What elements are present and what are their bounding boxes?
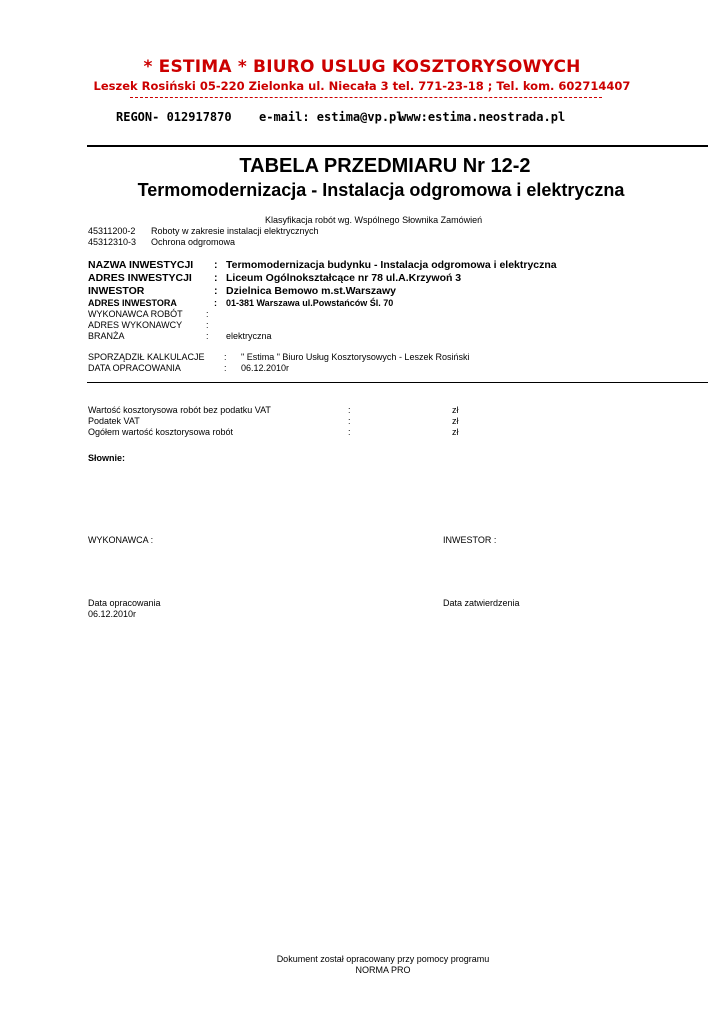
footer-line-2: NORMA PRO [355, 965, 411, 975]
inwestor-signature-label: INWESTOR : [443, 535, 497, 545]
separator: : [214, 272, 218, 284]
inwestor-label: INWESTOR [88, 285, 145, 297]
separator: : [224, 363, 227, 373]
branza-label: BRANŻA [88, 331, 125, 341]
separator: : [224, 352, 227, 362]
cost-separator: : [348, 427, 351, 437]
classification-label: Roboty w zakresie instalacji elektrycznych [151, 226, 319, 236]
wykonawca-robot-label: WYKONAWCA ROBÓT [88, 309, 183, 319]
separator: : [214, 285, 218, 297]
page-subtitle: Termomodernizacja - Instalacja odgromowa i elektryczna [137, 180, 625, 200]
letterhead-address: Leszek Rosiński 05-220 Zielonka ul. Niecała 3 tel. 771-23-18 ; Tel. kom. 602714407 [93, 79, 631, 93]
adres-inwestycji-value: Liceum Ogólnokształcące nr 78 ul.A.Krzywoń 3 [226, 272, 462, 284]
letterhead-dashed-divider [130, 97, 602, 98]
classification-heading: Klasyfikacja robót wg. Wspólnego Słownika Zamówień [265, 215, 483, 225]
data-opracowania-signature-label: Data opracowania [88, 598, 161, 608]
classification-code: 45311200-2 [88, 226, 136, 236]
cost-label: Podatek VAT [88, 416, 140, 426]
footer-line-1: Dokument został opracowany przy pomocy programu [276, 954, 490, 964]
classification-code: 45312310-3 [88, 237, 137, 247]
page-title: TABELA PRZEDMIARU Nr 12-2 [239, 155, 531, 177]
sporzadzil-label: SPORZĄDZIŁ KALKULACJE [88, 352, 205, 362]
nazwa-inwestycji-value: Termomodernizacja budynku - Instalacja odgromowa i elektryczna [226, 259, 557, 271]
section-divider [87, 382, 708, 383]
separator: : [206, 331, 209, 341]
separator: : [214, 298, 217, 308]
branza-value: elektryczna [226, 331, 272, 341]
separator: : [206, 320, 209, 330]
cost-separator: : [348, 416, 351, 426]
separator: : [214, 259, 218, 271]
adres-inwestora-label: ADRES INWESTORA [88, 298, 177, 308]
cost-label: Wartość kosztorysowa robót bez podatku VAT [88, 405, 271, 415]
cost-separator: : [348, 405, 351, 415]
adres-inwestycji-label: ADRES INWESTYCJI [88, 272, 192, 284]
cost-unit: zł [452, 427, 459, 437]
slownie-label: Słownie: [88, 453, 126, 463]
data-opracowania-label: DATA OPRACOWANIA [88, 363, 181, 373]
cost-label: Ogółem wartość kosztorysowa robót [88, 427, 234, 437]
wykonawca-signature-label: WYKONAWCA : [88, 535, 154, 545]
cost-unit: zł [452, 405, 459, 415]
letterhead-www: www:estima.neostrada.pl [399, 110, 566, 124]
letterhead-title: * ESTIMA * BIURO USLUG KOSZTORYSOWYCH [143, 57, 581, 77]
adres-inwestora-value: 01-381 Warszawa ul.Powstańców Śl. 70 [226, 298, 394, 308]
letterhead-regon: REGON- 012917870 [116, 110, 232, 124]
inwestor-value: Dzielnica Bemowo m.st.Warszawy [226, 285, 396, 297]
letterhead-email: e-mail: estima@vp.pl [259, 110, 404, 124]
classification-label: Ochrona odgromowa [151, 237, 236, 247]
data-opracowania-signature-value: 06.12.2010r [88, 609, 137, 619]
footer-note [0, 954, 724, 976]
nazwa-inwestycji-label: NAZWA INWESTYCJI [88, 259, 194, 271]
cost-unit: zł [452, 416, 459, 426]
data-zatwierdzenia-label: Data zatwierdzenia [443, 598, 520, 608]
sporzadzil-value: " Estima " Biuro Usług Kosztorysowych - Leszek Rosiński [241, 352, 470, 362]
header-divider [87, 145, 708, 147]
adres-wykonawcy-label: ADRES WYKONAWCY [88, 320, 183, 330]
data-opracowania-value: 06.12.2010r [241, 363, 290, 373]
separator: : [206, 309, 209, 319]
